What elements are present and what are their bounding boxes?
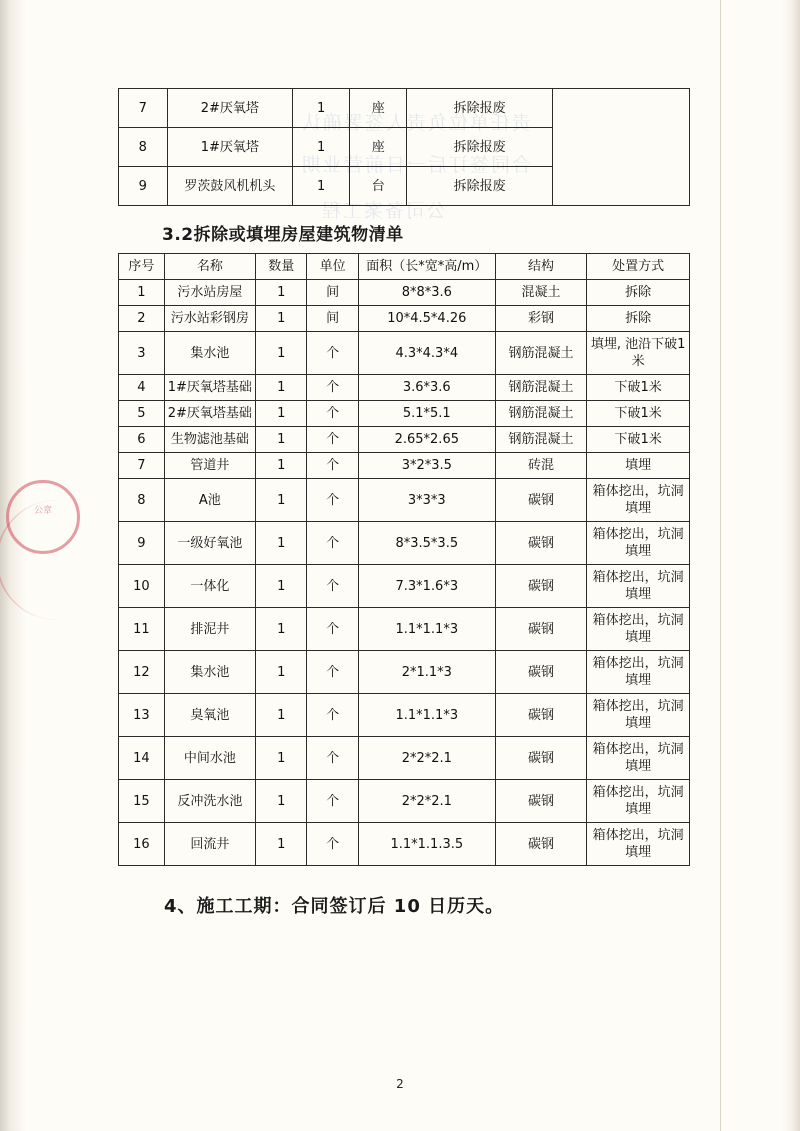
cell-unit: 个 (307, 737, 358, 780)
cell-area: 1.1*1.1.3.5 (358, 823, 495, 866)
header-name: 名称 (164, 254, 255, 280)
cell-qty: 1 (256, 608, 307, 651)
cell-structure: 碳钢 (495, 651, 586, 694)
table-row (119, 453, 690, 479)
cell-qty: 1 (256, 823, 307, 866)
cell-seq: 15 (119, 780, 165, 823)
cell-structure: 碳钢 (495, 522, 586, 565)
section-title: 3.2拆除或填埋房屋建筑物清单 (162, 225, 404, 245)
table-row (119, 608, 690, 651)
cell-area: 2*2*2.1 (358, 737, 495, 780)
cell-seq: 10 (119, 565, 165, 608)
cell-area: 3*2*3.5 (358, 453, 495, 479)
cell-seq: 8 (119, 479, 165, 522)
cell-qty: 1 (256, 780, 307, 823)
cell-unit: 个 (307, 401, 358, 427)
cell-seq: 16 (119, 823, 165, 866)
cell-structure: 碳钢 (495, 823, 586, 866)
cell-unit: 个 (307, 427, 358, 453)
construction-period-note: 4、施工工期：合同签订后 10 日历天。 (164, 896, 505, 917)
cell-area: 2.65*2.65 (358, 427, 495, 453)
cell-dispose: 拆除报废 (407, 167, 553, 206)
header-dispose: 处置方式 (587, 254, 690, 280)
table-row (119, 522, 690, 565)
cell-qty: 1 (256, 479, 307, 522)
cell-unit: 个 (307, 694, 358, 737)
cell-unit: 个 (307, 479, 358, 522)
table-row (119, 427, 690, 453)
cell-area: 8*8*3.6 (358, 280, 495, 306)
cell-seq: 1 (119, 280, 165, 306)
cell-unit: 座 (350, 128, 407, 167)
red-seal-stamp: 公章 (6, 480, 80, 554)
cell-dispose: 箱体挖出，坑洞填埋 (587, 651, 690, 694)
cell-dispose: 填埋, 池沿下破1米 (587, 332, 690, 375)
cell-name: 集水池 (164, 332, 255, 375)
table-row (119, 565, 690, 608)
cell-qty: 1 (256, 651, 307, 694)
cell-unit: 个 (307, 522, 358, 565)
cell-area: 1.1*1.1*3 (358, 608, 495, 651)
cell-structure: 彩钢 (495, 306, 586, 332)
cell-dispose: 箱体挖出，坑洞填埋 (587, 565, 690, 608)
cell-qty: 1 (256, 306, 307, 332)
cell-qty: 1 (256, 737, 307, 780)
cell-name: 臭氧池 (164, 694, 255, 737)
cell-seq: 7 (119, 453, 165, 479)
cell-name: 生物滤池基础 (164, 427, 255, 453)
document-content (0, 88, 800, 918)
cell-seq: 8 (119, 128, 168, 167)
cell-structure: 砖混 (495, 453, 586, 479)
table-row (119, 89, 690, 128)
cell-structure: 钢筋混凝土 (495, 401, 586, 427)
page-number: 2 (396, 1077, 404, 1091)
cell-name: 2#厌氧塔 (167, 89, 293, 128)
cell-dispose: 下破1米 (587, 427, 690, 453)
table-header-row (119, 254, 690, 280)
cell-seq: 3 (119, 332, 165, 375)
table-row (119, 375, 690, 401)
cell-structure: 碳钢 (495, 608, 586, 651)
table-row (119, 823, 690, 866)
cell-dispose: 箱体挖出，坑洞填埋 (587, 522, 690, 565)
cell-dispose: 拆除报废 (407, 128, 553, 167)
cell-area: 7.3*1.6*3 (358, 565, 495, 608)
cell-seq: 6 (119, 427, 165, 453)
header-unit: 单位 (307, 254, 358, 280)
cell-structure: 混凝土 (495, 280, 586, 306)
cell-qty: 1 (293, 89, 350, 128)
cell-unit: 个 (307, 453, 358, 479)
cell-structure: 钢筋混凝土 (495, 332, 586, 375)
cell-name: 排泥井 (164, 608, 255, 651)
cell-area: 10*4.5*4.26 (358, 306, 495, 332)
cell-unit: 个 (307, 565, 358, 608)
bleed-through-text: 合同签订后一日前营业期 (300, 154, 532, 176)
table-row (119, 737, 690, 780)
cell-unit: 个 (307, 375, 358, 401)
table-row (119, 332, 690, 375)
cell-qty: 1 (256, 401, 307, 427)
table-row (119, 694, 690, 737)
cell-structure: 碳钢 (495, 694, 586, 737)
cell-dispose: 下破1米 (587, 401, 690, 427)
cell-dispose: 箱体挖出，坑洞填埋 (587, 479, 690, 522)
cell-name: 1#厌氧塔 (167, 128, 293, 167)
cell-dispose: 箱体挖出，坑洞填埋 (587, 694, 690, 737)
cell-qty: 1 (256, 694, 307, 737)
cell-unit: 个 (307, 332, 358, 375)
cell-qty: 1 (256, 280, 307, 306)
cell-dispose: 箱体挖出，坑洞填埋 (587, 737, 690, 780)
header-seq: 序号 (119, 254, 165, 280)
cell-qty: 1 (256, 427, 307, 453)
header-structure: 结构 (495, 254, 586, 280)
cell-qty: 1 (256, 565, 307, 608)
cell-seq: 9 (119, 522, 165, 565)
cell-dispose: 拆除 (587, 306, 690, 332)
cell-unit: 间 (307, 306, 358, 332)
cell-structure: 碳钢 (495, 737, 586, 780)
cell-dispose: 箱体挖出，坑洞填埋 (587, 608, 690, 651)
cell-name: 1#厌氧塔基础 (164, 375, 255, 401)
cell-seq: 4 (119, 375, 165, 401)
cell-unit: 个 (307, 651, 358, 694)
cell-dispose: 箱体挖出，坑洞填埋 (587, 823, 690, 866)
cell-name: 反冲洗水池 (164, 780, 255, 823)
cell-seq: 7 (119, 89, 168, 128)
cell-structure: 钢筋混凝土 (495, 427, 586, 453)
cell-seq: 5 (119, 401, 165, 427)
bleed-through-text: 责任单位负责人签署确认 (300, 112, 532, 134)
cell-qty: 1 (256, 375, 307, 401)
cell-name: 一体化 (164, 565, 255, 608)
header-area: 面积（长*宽*高/m） (358, 254, 495, 280)
cell-area: 3.6*3.6 (358, 375, 495, 401)
cell-qty: 1 (293, 128, 350, 167)
cell-seq: 2 (119, 306, 165, 332)
cell-structure: 碳钢 (495, 479, 586, 522)
cell-name: 一级好氧池 (164, 522, 255, 565)
cell-seq: 13 (119, 694, 165, 737)
cell-qty: 1 (256, 453, 307, 479)
cell-qty: 1 (256, 332, 307, 375)
bleed-through-text: 公司备案工程 (320, 200, 447, 222)
cell-name: 污水站房屋 (164, 280, 255, 306)
cell-area: 3*3*3 (358, 479, 495, 522)
cell-unit: 台 (350, 167, 407, 206)
buildings-demolition-table (118, 253, 690, 866)
cell-structure: 碳钢 (495, 565, 586, 608)
cell-dispose: 箱体挖出，坑洞填埋 (587, 780, 690, 823)
cell-name: 2#厌氧塔基础 (164, 401, 255, 427)
cell-name: 中间水池 (164, 737, 255, 780)
cell-unit: 个 (307, 780, 358, 823)
cell-unit: 个 (307, 608, 358, 651)
cell-seq: 12 (119, 651, 165, 694)
cell-area: 8*3.5*3.5 (358, 522, 495, 565)
cell-structure: 钢筋混凝土 (495, 375, 586, 401)
cell-area: 2*2*2.1 (358, 780, 495, 823)
cell-qty: 1 (293, 167, 350, 206)
cell-name: 回流井 (164, 823, 255, 866)
cell-unit: 间 (307, 280, 358, 306)
cell-area: 1.1*1.1*3 (358, 694, 495, 737)
cell-structure: 碳钢 (495, 780, 586, 823)
cell-name: 罗茨鼓风机机头 (167, 167, 293, 206)
cell-dispose: 下破1米 (587, 375, 690, 401)
cell-area: 4.3*4.3*4 (358, 332, 495, 375)
cell-blank (552, 89, 689, 206)
equipment-continuation-table (118, 88, 690, 206)
table-row (119, 280, 690, 306)
cell-seq: 9 (119, 167, 168, 206)
cell-name: A池 (164, 479, 255, 522)
table-row (119, 306, 690, 332)
table-row (119, 780, 690, 823)
cell-name: 集水池 (164, 651, 255, 694)
cell-dispose: 拆除报废 (407, 89, 553, 128)
cell-name: 污水站彩钢房 (164, 306, 255, 332)
cell-unit: 座 (350, 89, 407, 128)
cell-seq: 14 (119, 737, 165, 780)
table-row (119, 479, 690, 522)
cell-dispose: 拆除 (587, 280, 690, 306)
table-row (119, 651, 690, 694)
cell-area: 2*1.1*3 (358, 651, 495, 694)
cell-qty: 1 (256, 522, 307, 565)
cell-name: 管道井 (164, 453, 255, 479)
cell-seq: 11 (119, 608, 165, 651)
cell-dispose: 填埋 (587, 453, 690, 479)
header-qty: 数量 (256, 254, 307, 280)
cell-unit: 个 (307, 823, 358, 866)
cell-area: 5.1*5.1 (358, 401, 495, 427)
table-row (119, 401, 690, 427)
